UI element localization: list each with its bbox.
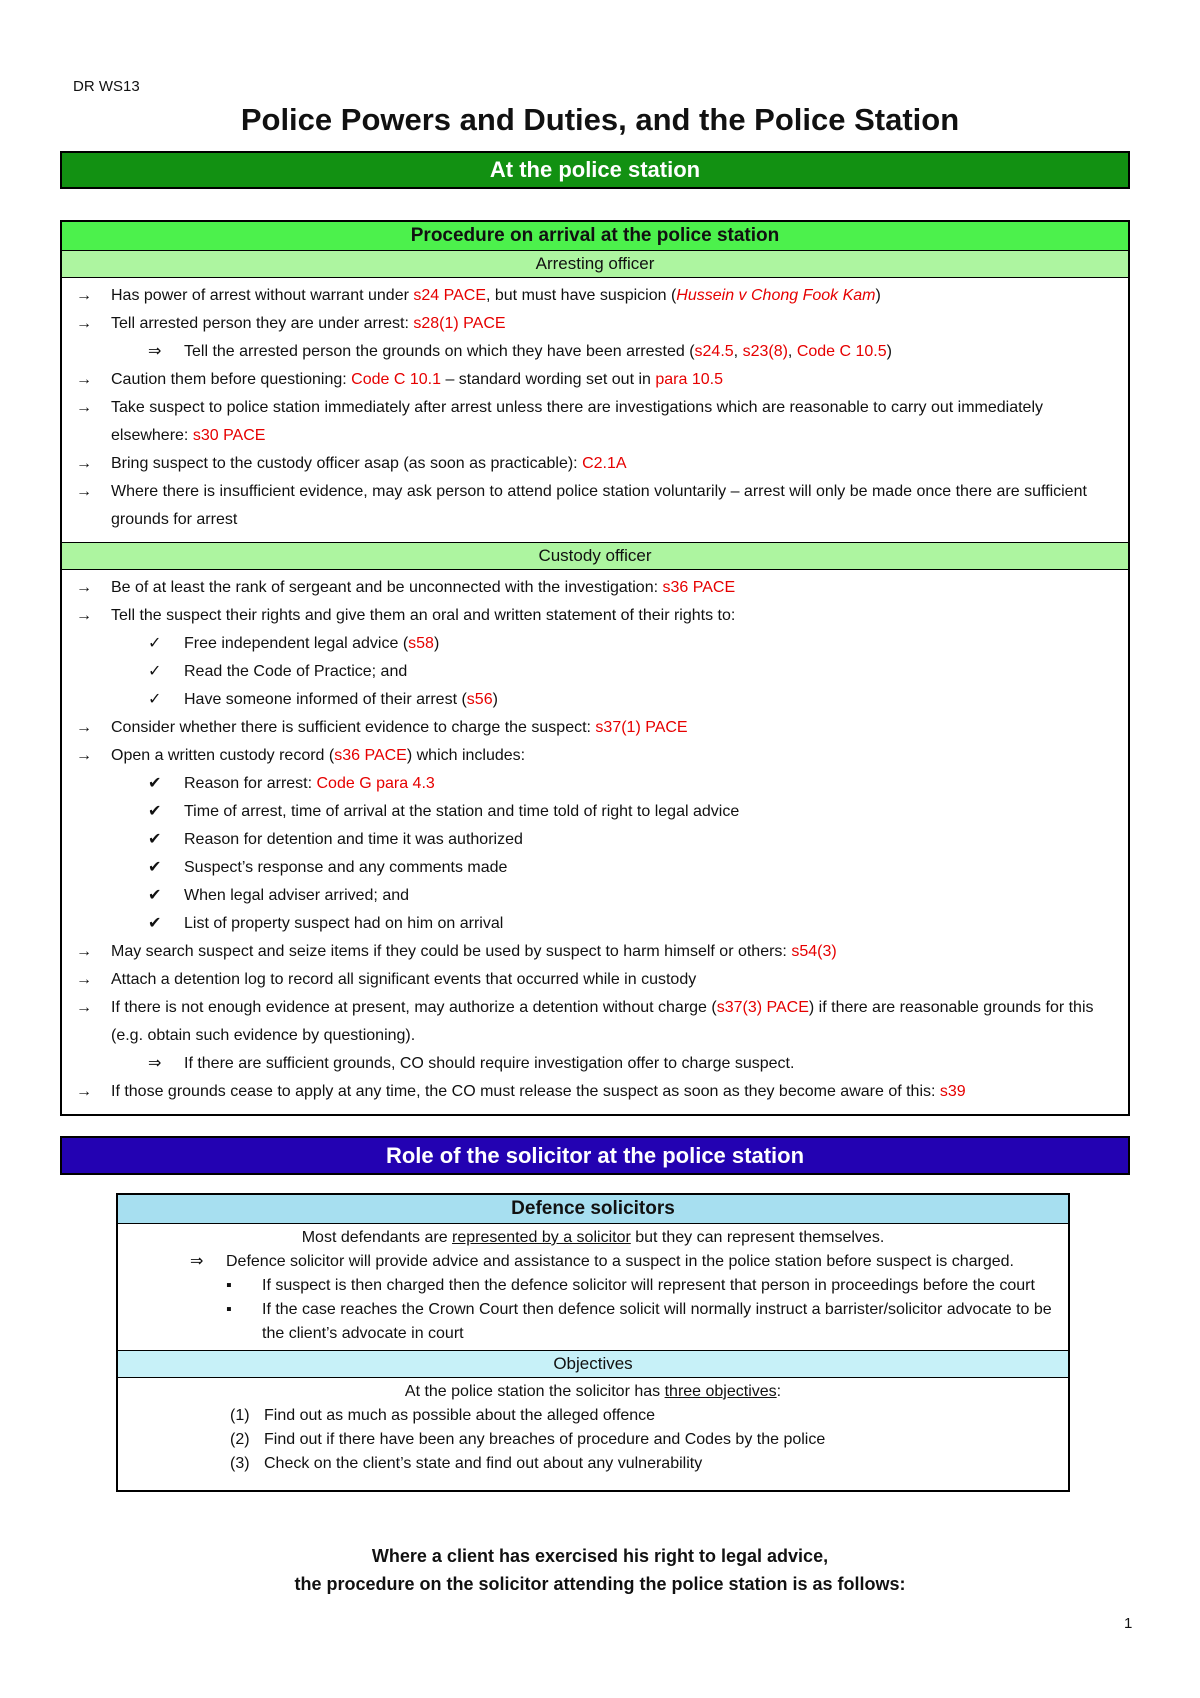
arrow-bullet-icon: → <box>76 287 92 304</box>
sub-list-item <box>62 630 1128 658</box>
sub-list-item <box>62 798 1128 826</box>
legal-reference: Code C 10.5 <box>796 343 887 360</box>
objectives-heading: Objectives <box>118 1350 1068 1378</box>
text-run: , but must have suspicion ( <box>485 287 677 304</box>
arrow-bullet-icon: → <box>76 607 92 624</box>
text-run: Consider whether there is sufficient evidence to charge the suspect: <box>111 719 596 736</box>
defence-item-text: If the case reaches the Crown Court then defence solicit will normally instruct a barrister/solicitor advocate to be the client’s advocate in court <box>262 1301 1052 1342</box>
custody-officer-heading: Custody officer <box>62 542 1128 570</box>
objective-text: Find out as much as possible about the alleged offence <box>264 1407 656 1424</box>
text-run: Open a written custody record ( <box>111 747 335 764</box>
text-run: Bring suspect to the custody officer asap (as soon as practicable): <box>111 455 583 472</box>
legal-reference: Code G para 4.3 <box>316 775 435 792</box>
arrow-bullet-icon: → <box>76 399 92 416</box>
objective-text: Find out if there have been any breaches of procedure and Codes by the police <box>264 1431 826 1448</box>
double-arrow-bullet-icon: ⇒ <box>148 343 162 360</box>
list-item <box>62 574 1128 602</box>
list-item <box>62 1078 1128 1106</box>
arresting-officer-heading: Arresting officer <box>62 251 1128 278</box>
section-heading-police-station: At the police station <box>60 151 1130 189</box>
list-item <box>62 994 1128 1050</box>
legal-reference: s36 PACE <box>662 579 736 596</box>
defence-solicitors-body <box>118 1224 1068 1350</box>
text-run: but they can represent themselves. <box>630 1229 885 1246</box>
text-run: , <box>787 343 797 360</box>
text-run: ) <box>433 635 440 652</box>
list-item <box>62 602 1128 630</box>
check-bullet-icon: ✓ <box>148 635 162 652</box>
custody-officer-list <box>62 570 1128 1114</box>
arrow-bullet-icon: → <box>76 971 92 988</box>
text-run: represented by a solicitor <box>452 1229 631 1246</box>
check-bullet-icon: ✔ <box>148 887 162 904</box>
check-bullet-icon: ✔ <box>148 775 162 792</box>
legal-reference: s30 PACE <box>192 427 266 444</box>
sub-list-item <box>62 770 1128 798</box>
defence-item-text: Defence solicitor will provide advice and assistance to a suspect in the police station before suspect is charged. <box>226 1253 1014 1270</box>
text-run: ) which includes: <box>406 747 526 764</box>
defence-intro-text <box>128 1226 1058 1250</box>
document-code: DR WS13 <box>73 78 140 95</box>
objective-text: Check on the client’s state and find out about any vulnerability <box>264 1455 703 1472</box>
closing-line-2: the procedure on the solicitor attending the police station is as follows: <box>294 1574 906 1594</box>
legal-reference: Code C 10.1 <box>351 371 441 388</box>
sub-list-item <box>62 338 1128 366</box>
text-run: ) <box>492 691 498 708</box>
text-run: Have someone informed of their arrest ( <box>184 691 467 708</box>
legal-reference: s24 PACE <box>413 287 486 304</box>
text-run: Read the Code of Practice; and <box>184 663 408 680</box>
text-run: Tell the suspect their rights and give them an oral and written statement of their rights to: <box>111 607 736 624</box>
list-item <box>62 366 1128 394</box>
text-run: Free independent legal advice ( <box>184 635 409 652</box>
legal-reference: s23(8) <box>742 343 788 360</box>
text-run: List of property suspect had on him on arrival <box>184 915 504 932</box>
check-bullet-icon: ✓ <box>148 691 162 708</box>
text-run: Tell arrested person they are under arrest: <box>111 315 414 332</box>
legal-reference: s37(3) PACE <box>716 999 809 1016</box>
list-item <box>62 282 1128 310</box>
objective-item <box>128 1428 1058 1452</box>
legal-reference: s56 <box>466 691 493 708</box>
legal-reference: s37(1) PACE <box>595 719 688 736</box>
objectives-body <box>118 1378 1068 1490</box>
list-item <box>62 742 1128 770</box>
legal-reference: para 10.5 <box>655 371 723 388</box>
legal-reference: s58 <box>408 635 434 652</box>
objectives-list <box>128 1404 1058 1476</box>
legal-reference: s54(3) <box>791 943 837 960</box>
text-run: Time of arrest, time of arrival at the station and time told of right to legal advice <box>184 803 740 820</box>
list-item <box>62 714 1128 742</box>
text-run: Reason for arrest: <box>184 775 317 792</box>
text-run: Reason for detention and time it was authorized <box>184 831 523 848</box>
text-run: If those grounds cease to apply at any time, the CO must release the suspect as soon as they become aware of this: <box>111 1083 940 1100</box>
arrow-bullet-icon: → <box>76 719 92 736</box>
check-bullet-icon: ✔ <box>148 859 162 876</box>
legal-reference: s24.5 <box>694 343 734 360</box>
text-run: – standard wording set out in <box>441 371 656 388</box>
list-item <box>62 478 1128 534</box>
text-run: Take suspect to police station immediately after arrest unless there are investigations which are reasonable to carry out immediately elsewhere: <box>111 399 1044 444</box>
page-title: Police Powers and Duties, and the Police Station <box>240 102 960 137</box>
arrow-bullet-icon: → <box>76 371 92 388</box>
objective-item <box>128 1404 1058 1428</box>
arrow-bullet-icon: → <box>76 315 92 332</box>
defence-solicitors-title: Defence solicitors <box>118 1195 1068 1224</box>
text-run: Suspect’s response and any comments made <box>184 859 508 876</box>
text-run: ) <box>886 343 892 360</box>
defence-items-list <box>128 1250 1058 1346</box>
text-run: If there is not enough evidence at present, may authorize a detention without charge ( <box>111 999 717 1016</box>
arrow-bullet-icon: → <box>76 999 92 1016</box>
text-run: ) if there are reasonable grounds for this (e.g. obtain such evidence by questioning). <box>111 999 1094 1044</box>
check-bullet-icon: ✔ <box>148 915 162 932</box>
text-run: Most defendants are <box>301 1229 453 1246</box>
objectives-intro-text <box>128 1380 1058 1404</box>
objective-number: (3) <box>230 1455 250 1472</box>
arrow-bullet-icon: → <box>76 579 92 596</box>
check-bullet-icon: ✔ <box>148 831 162 848</box>
defence-item <box>128 1298 1058 1346</box>
text-run: Tell the arrested person the grounds on which they have been arrested ( <box>184 343 695 360</box>
text-run: Where there is insufficient evidence, may ask person to attend police station voluntarily – arrest will only be made once there are sufficient grounds for arrest <box>111 483 1087 528</box>
text-run: Caution them before questioning: <box>111 371 352 388</box>
text-run: If there are sufficient grounds, CO should require investigation offer to charge suspect. <box>184 1055 795 1072</box>
arresting-officer-list <box>62 278 1128 542</box>
double-arrow-bullet-icon: ⇒ <box>190 1253 204 1270</box>
text-run: : <box>776 1383 782 1400</box>
text-run: Be of at least the rank of sergeant and be unconnected with the investigation: <box>111 579 663 596</box>
procedure-box <box>60 220 1130 1116</box>
double-arrow-bullet-icon: ⇒ <box>148 1055 162 1072</box>
text-run: May search suspect and seize items if they could be used by suspect to harm himself or others: <box>111 943 792 960</box>
list-item <box>62 966 1128 994</box>
defence-solicitors-box <box>116 1193 1070 1492</box>
procedure-box-title: Procedure on arrival at the police station <box>62 222 1128 251</box>
sub-list-item <box>62 854 1128 882</box>
sub-list-item <box>62 658 1128 686</box>
list-item <box>62 394 1128 450</box>
legal-reference: s28(1) PACE <box>413 315 506 332</box>
arrow-bullet-icon: → <box>76 483 92 500</box>
check-bullet-icon: ✓ <box>148 663 162 680</box>
closing-text <box>0 1542 1200 1598</box>
text-run: When legal adviser arrived; and <box>184 887 410 904</box>
legal-reference: C2.1A <box>582 455 627 472</box>
arrow-bullet-icon: → <box>76 943 92 960</box>
sub-list-item <box>62 826 1128 854</box>
objective-number: (1) <box>230 1407 250 1424</box>
text-run: Has power of arrest without warrant under <box>111 287 414 304</box>
check-bullet-icon: ✔ <box>148 803 162 820</box>
defence-item <box>128 1274 1058 1298</box>
sub-list-item <box>62 910 1128 938</box>
text-run: Attach a detention log to record all significant events that occurred while in custody <box>111 971 697 988</box>
sub-list-item <box>62 1050 1128 1078</box>
text-run: At the police station the solicitor has <box>404 1383 665 1400</box>
legal-reference: s39 <box>939 1083 966 1100</box>
objective-number: (2) <box>230 1431 250 1448</box>
arrow-bullet-icon: → <box>76 455 92 472</box>
text-run: three objectives <box>664 1383 777 1400</box>
list-item <box>62 938 1128 966</box>
legal-reference: s36 PACE <box>334 747 407 764</box>
sub-list-item <box>62 686 1128 714</box>
page-number: 1 <box>1124 1615 1133 1632</box>
text-run: ) <box>875 287 881 304</box>
sub-list-item <box>62 882 1128 910</box>
section-heading-solicitor-role: Role of the solicitor at the police station <box>60 1136 1130 1175</box>
text-run: , <box>733 343 743 360</box>
arrow-bullet-icon: → <box>76 1083 92 1100</box>
objective-item <box>128 1452 1058 1476</box>
arrow-bullet-icon: → <box>76 747 92 764</box>
defence-item-text: If suspect is then charged then the defence solicitor will represent that person in proceedings before the court <box>262 1277 1035 1294</box>
square-bullet-icon: ▪ <box>226 1277 232 1294</box>
list-item <box>62 310 1128 338</box>
legal-reference: Hussein v Chong Fook Kam <box>676 287 876 304</box>
square-bullet-icon: ▪ <box>226 1301 232 1318</box>
defence-item <box>128 1250 1058 1274</box>
list-item <box>62 450 1128 478</box>
closing-line-1: Where a client has exercised his right to legal advice, <box>371 1546 829 1566</box>
